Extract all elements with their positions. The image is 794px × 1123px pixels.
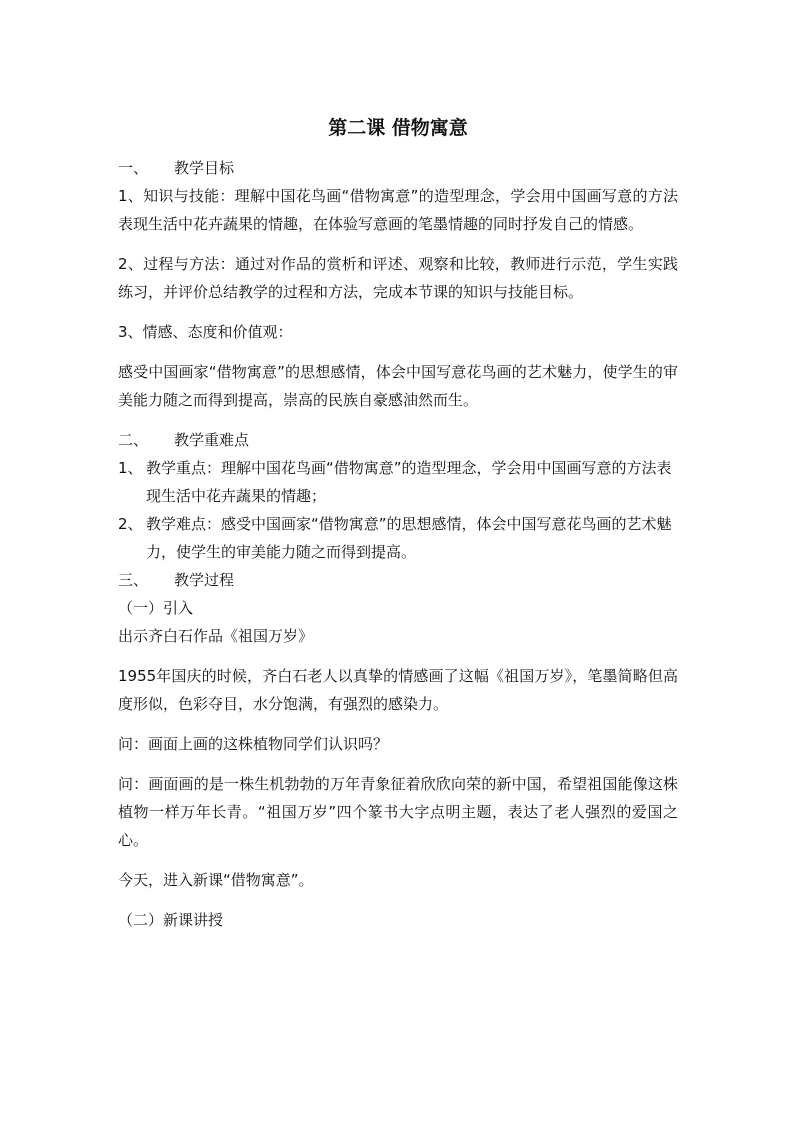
section-number: 一、 <box>118 159 149 177</box>
section-number: 三、 <box>118 571 149 589</box>
objective-knowledge-skills: 1、知识与技能：理解中国花鸟画“借物寓意”的造型理念，学会用中国画写意的方法表现生活中花卉蔬果的情趣，在体验写意画的笔墨情趣的同时抒发自己的情感。 <box>118 187 678 233</box>
section-label: 教学目标 <box>174 159 235 177</box>
section-heading-objectives <box>118 154 678 182</box>
list-number: 1、 <box>118 459 143 477</box>
answer-paragraph: 问：画面画的是一株生机勃勃的万年青象征着欣欣向荣的新中国，希望祖国能像这株植物一样万年长青。“祖国万岁”四个篆书大字点明主题，表达了老人强烈的爱国之心。 <box>118 775 678 849</box>
list-number: 2、 <box>118 515 143 533</box>
list-text: 教学重点：理解中国花鸟画“借物寓意”的造型理念，学会用中国画写意的方法表现生活中花卉蔬果的情趣； <box>146 459 672 505</box>
subsection-intro: （一）引入 <box>118 599 194 617</box>
objective-emotions-text: 感受中国画家“借物寓意”的思想感情，体会中国写意花鸟画的艺术魅力，使学生的审美能力随之而得到提高，崇高的民族自豪感油然而生。 <box>118 363 678 409</box>
section-number: 二、 <box>118 431 149 449</box>
section-heading-key-points <box>118 426 678 454</box>
section-heading-process <box>118 566 678 594</box>
section-label: 教学重难点 <box>174 431 250 449</box>
intro-paragraph: 1955年国庆的时候，齐白石老人以真挚的情感画了这幅《祖国万岁》，笔墨简略但高度形似，色彩夺目，水分饱满，有强烈的感染力。 <box>118 667 678 713</box>
intro-line: 出示齐白石作品《祖国万岁》 <box>118 627 314 645</box>
section-label: 教学过程 <box>174 571 235 589</box>
document-body <box>118 114 678 934</box>
key-point-item <box>118 510 678 566</box>
key-point-item <box>118 454 678 510</box>
question-paragraph: 问：画面上画的这株植物同学们认识吗？ <box>118 735 389 753</box>
list-text: 教学难点：感受中国画家“借物寓意”的思想感情，体会中国写意花鸟画的艺术魅力，使学生的审美能力随之而得到提高。 <box>146 515 672 561</box>
objective-process-methods: 2、过程与方法：通过对作品的赏析和评述、观察和比较，教师进行示范，学生实践练习，并评价总结教学的过程和方法，完成本节课的知识与技能目标。 <box>118 255 678 301</box>
objective-emotions-heading: 3、情感、态度和价值观： <box>118 323 293 341</box>
new-lesson-paragraph: 今天，进入新课“借物寓意”。 <box>118 871 314 889</box>
subsection-new-lesson: （二）新课讲授 <box>118 911 224 929</box>
page-title: 第二课 借物寓意 <box>328 117 468 139</box>
